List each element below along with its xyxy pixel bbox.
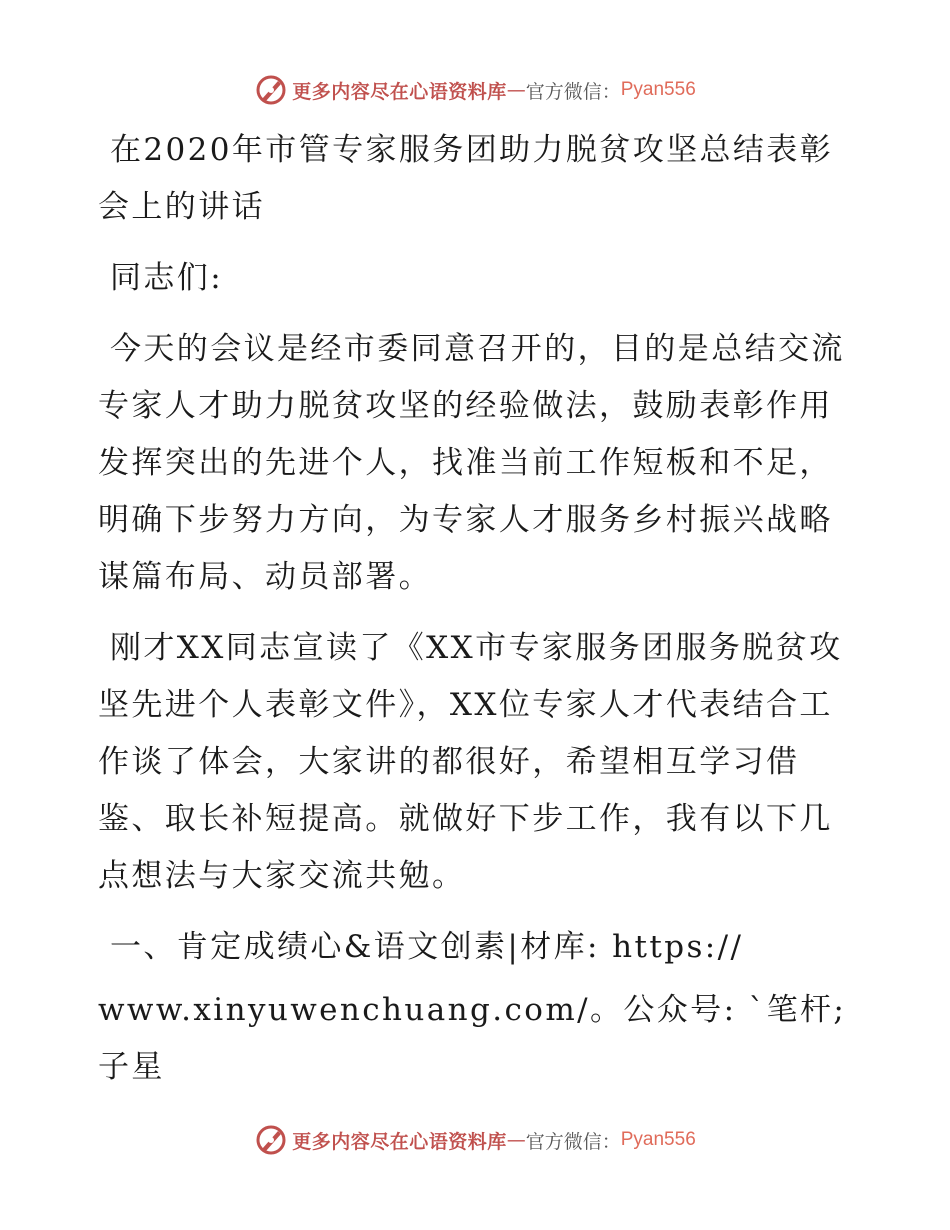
paragraph-1: 今天的会议是经市委同意召开的，目的是总结交流专家人才助力脱贫攻坚的经验做法，鼓励表彰作用发挥突出的先进个人，找准当前工作短板和不足，明确下步努力方向，为专家人才服务乡村振兴战略谋篇布局、动员部署。 xyxy=(98,331,845,595)
banner-wechat-account: Pyan556 xyxy=(620,1129,696,1150)
paragraph-2: 刚才XX同志宣读了《XX市专家服务团服务脱贫攻坚先进个人表彰文件》，XX位专家人才代表结合工作谈了体会，大家讲的都很好，希望相互学习借鉴、取长补短提高。就做好下步工作，我有以下几点想法与大家交流共勉。 xyxy=(98,630,843,894)
banner-wechat-account: Pyan556 xyxy=(620,79,696,100)
section-heading: 一、肯定成绩心&语文创素|材库: https:// xyxy=(110,929,744,965)
feather-pen-logo-icon xyxy=(254,1123,288,1157)
banner-wechat-label: 官方微信： xyxy=(525,1130,621,1153)
section-heading-continuation: www.xinyuwenchuang.com/。公众号: `笔杆;子星 xyxy=(98,992,847,1085)
banner-main-text: 更多内容尽在心语资料库 xyxy=(292,1130,507,1153)
document-body xyxy=(98,122,858,1096)
greeting: 同志们: xyxy=(110,260,224,296)
banner-main-text: 更多内容尽在心语资料库 xyxy=(292,80,507,103)
banner-dash: — xyxy=(506,79,526,101)
footer-watermark-banner xyxy=(0,1120,950,1160)
header-watermark-banner xyxy=(0,70,950,110)
banner-wechat-label: 官方微信： xyxy=(525,80,621,103)
banner-dash: — xyxy=(506,1129,526,1151)
feather-pen-logo-icon xyxy=(254,73,288,107)
document-title: 在2020年市管专家服务团助力脱贫攻坚总结表彰会上的讲话 xyxy=(98,132,834,225)
